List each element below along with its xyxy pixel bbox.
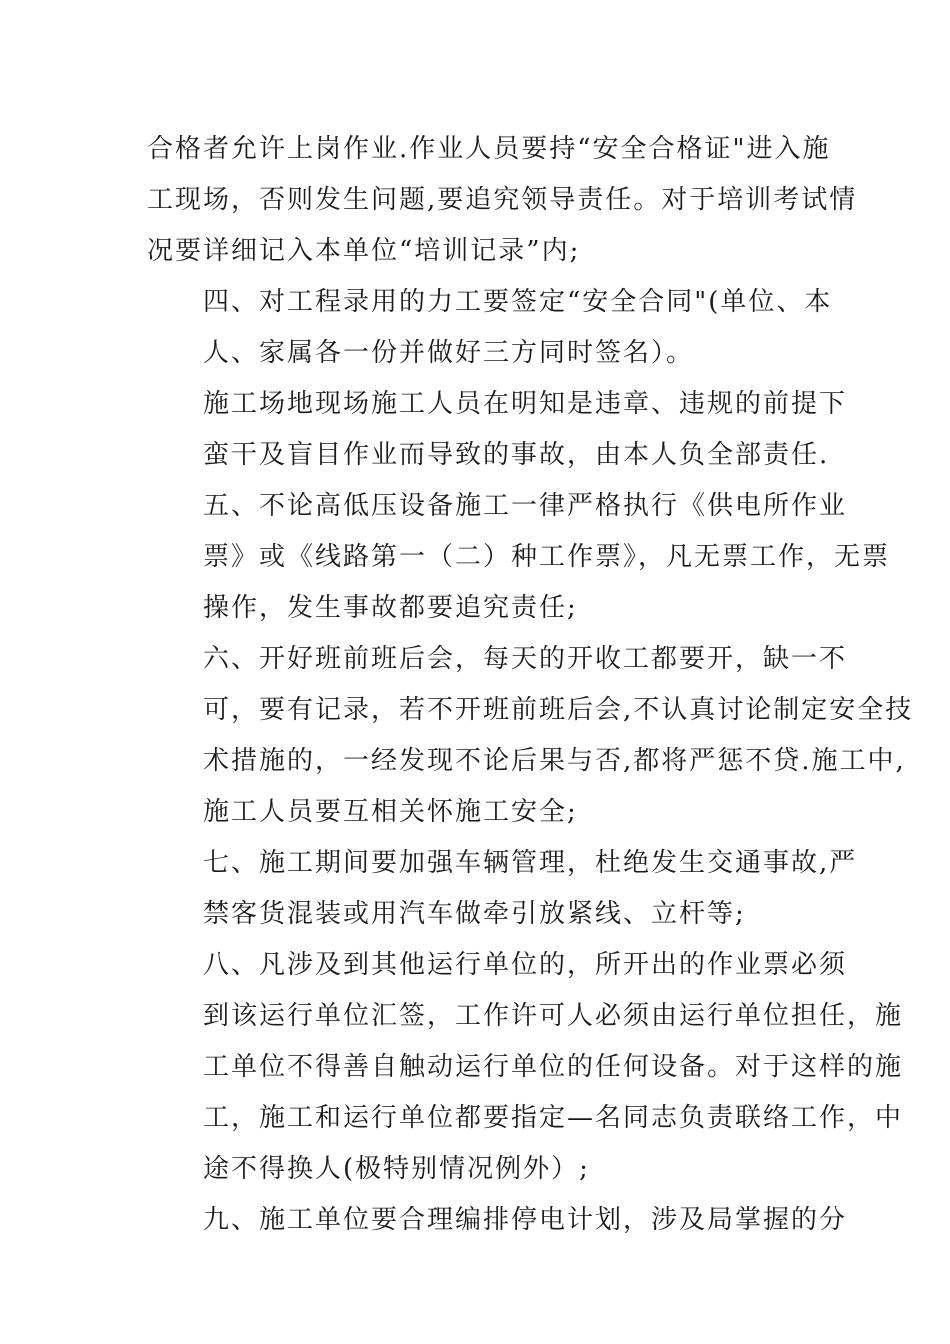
text-line: 禁客货混装或用汽车做牵引放紧线、立杆等;: [203, 899, 746, 929]
text-line: 施工场地现场施工人员在明知是违章、违规的前提下: [203, 389, 848, 419]
document-body: [147, 124, 914, 1246]
paragraph: [147, 1195, 848, 1246]
paragraph: [147, 379, 848, 481]
text-line: 操作，发生事故都要追究责任;: [203, 593, 578, 623]
text-line: 施工人员要互相关怀施工安全;: [203, 797, 578, 827]
text-line: 五、不论高低压设备施工一律严格执行《供电所作业: [203, 491, 848, 521]
paragraph: [147, 277, 833, 379]
text-line: 工，施工和运行单位都要指定—名同志负责联络工作，中: [203, 1103, 904, 1133]
paragraph: [147, 634, 914, 838]
text-line: 八、凡涉及到其他运行单位的，所开出的作业票必须: [203, 950, 848, 980]
text-line: 工单位不得善自触动运行单位的任何设备。对于这样的施: [203, 1052, 904, 1082]
text-line: 七、施工期间要加强车辆管理，杜绝发生交通事故,严: [203, 848, 858, 878]
text-line: 术措施的，一经发现不论后果与否,都将严惩不贷.施工中,: [203, 746, 906, 776]
text-line: 工现场，否则发生问题,要追究领导责任。对于培训考试情: [147, 185, 858, 215]
paragraph: [147, 838, 858, 940]
text-line: 六、开好班前班后会，每天的开收工都要开，缺一不: [203, 644, 848, 674]
text-line: 蛮干及盲目作业而导致的事故，由本人负全部责任.: [203, 440, 830, 470]
paragraph: [147, 481, 891, 634]
paragraph: [147, 124, 858, 277]
text-line: 可，要有记录，若不开班前班后会,不认真讨论制定安全技: [203, 695, 914, 725]
paragraph: [147, 940, 904, 1195]
text-line: 途不得换人(极特别情况例外）;: [203, 1154, 590, 1184]
text-line: 四、对工程录用的力工要签定“安全合同"(单位、本: [203, 287, 833, 317]
text-line: 况要详细记入本单位“培训记录”内;: [147, 236, 581, 266]
text-line: 到该运行单位汇签，工作许可人必须由运行单位担任，施: [203, 1001, 904, 1031]
text-line: 合格者允许上岗作业.作业人员要持“安全合格证"进入施: [147, 134, 831, 164]
text-line: 九、施工单位要合理编排停电计划，涉及局掌握的分: [203, 1205, 848, 1235]
text-line: 人、家属各一份并做好三方同时签名）。: [203, 338, 695, 368]
text-line: 票》或《线路第一（二）种工作票》，凡无票工作，无票: [203, 542, 891, 572]
